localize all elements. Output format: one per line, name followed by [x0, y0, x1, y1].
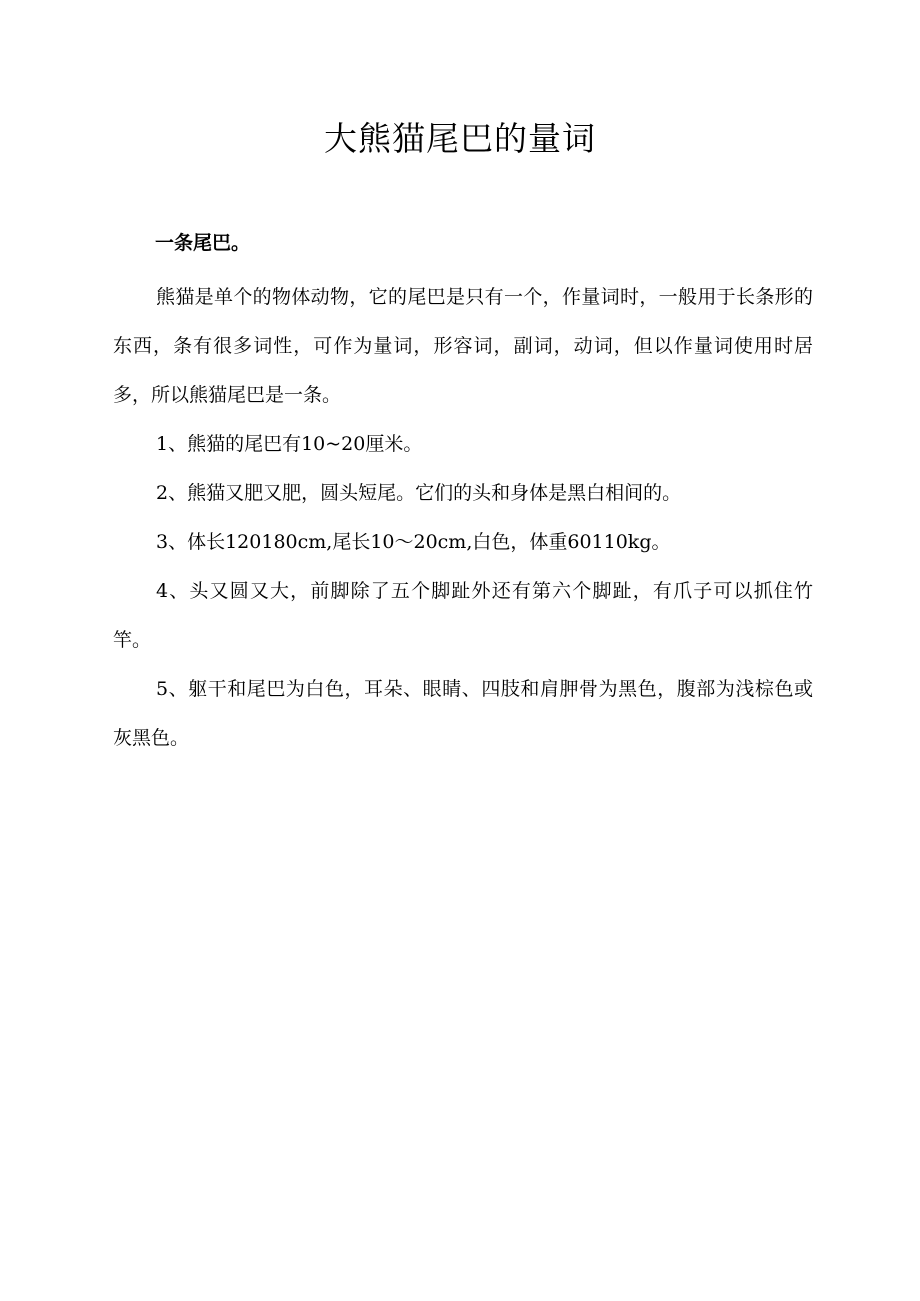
list-item-3: 3、体长120180cm,尾长10～20cm,白色，体重60110kg。 — [156, 531, 671, 553]
subheading: 一条尾巴。 — [155, 232, 251, 254]
paragraph-intro: 熊猫是单个的物体动物，它的尾巴是只有一个，作量词时，一般用于长条形的东西，条有很多词性，可作为量词，形容词，副词，动词，但以作量词使用时居多，所以熊猫尾巴是一条。 — [113, 286, 813, 406]
list-item-1: 1、熊猫的尾巴有10~20厘米。 — [156, 433, 423, 455]
list-item-2: 2、熊猫又肥又肥，圆头短尾。它们的头和身体是黑白相间的。 — [156, 482, 682, 504]
list-item-4: 4、头又圆又大，前脚除了五个脚趾外还有第六个脚趾，有爪子可以抓住竹竿。 — [113, 580, 813, 651]
document-body — [113, 225, 813, 763]
document-title: 大熊猫尾巴的量词 — [324, 119, 596, 158]
list-item-5: 5、躯干和尾巴为白色，耳朵、眼睛、四肢和肩胛骨为黑色，腹部为浅棕色或灰黑色。 — [113, 678, 813, 749]
